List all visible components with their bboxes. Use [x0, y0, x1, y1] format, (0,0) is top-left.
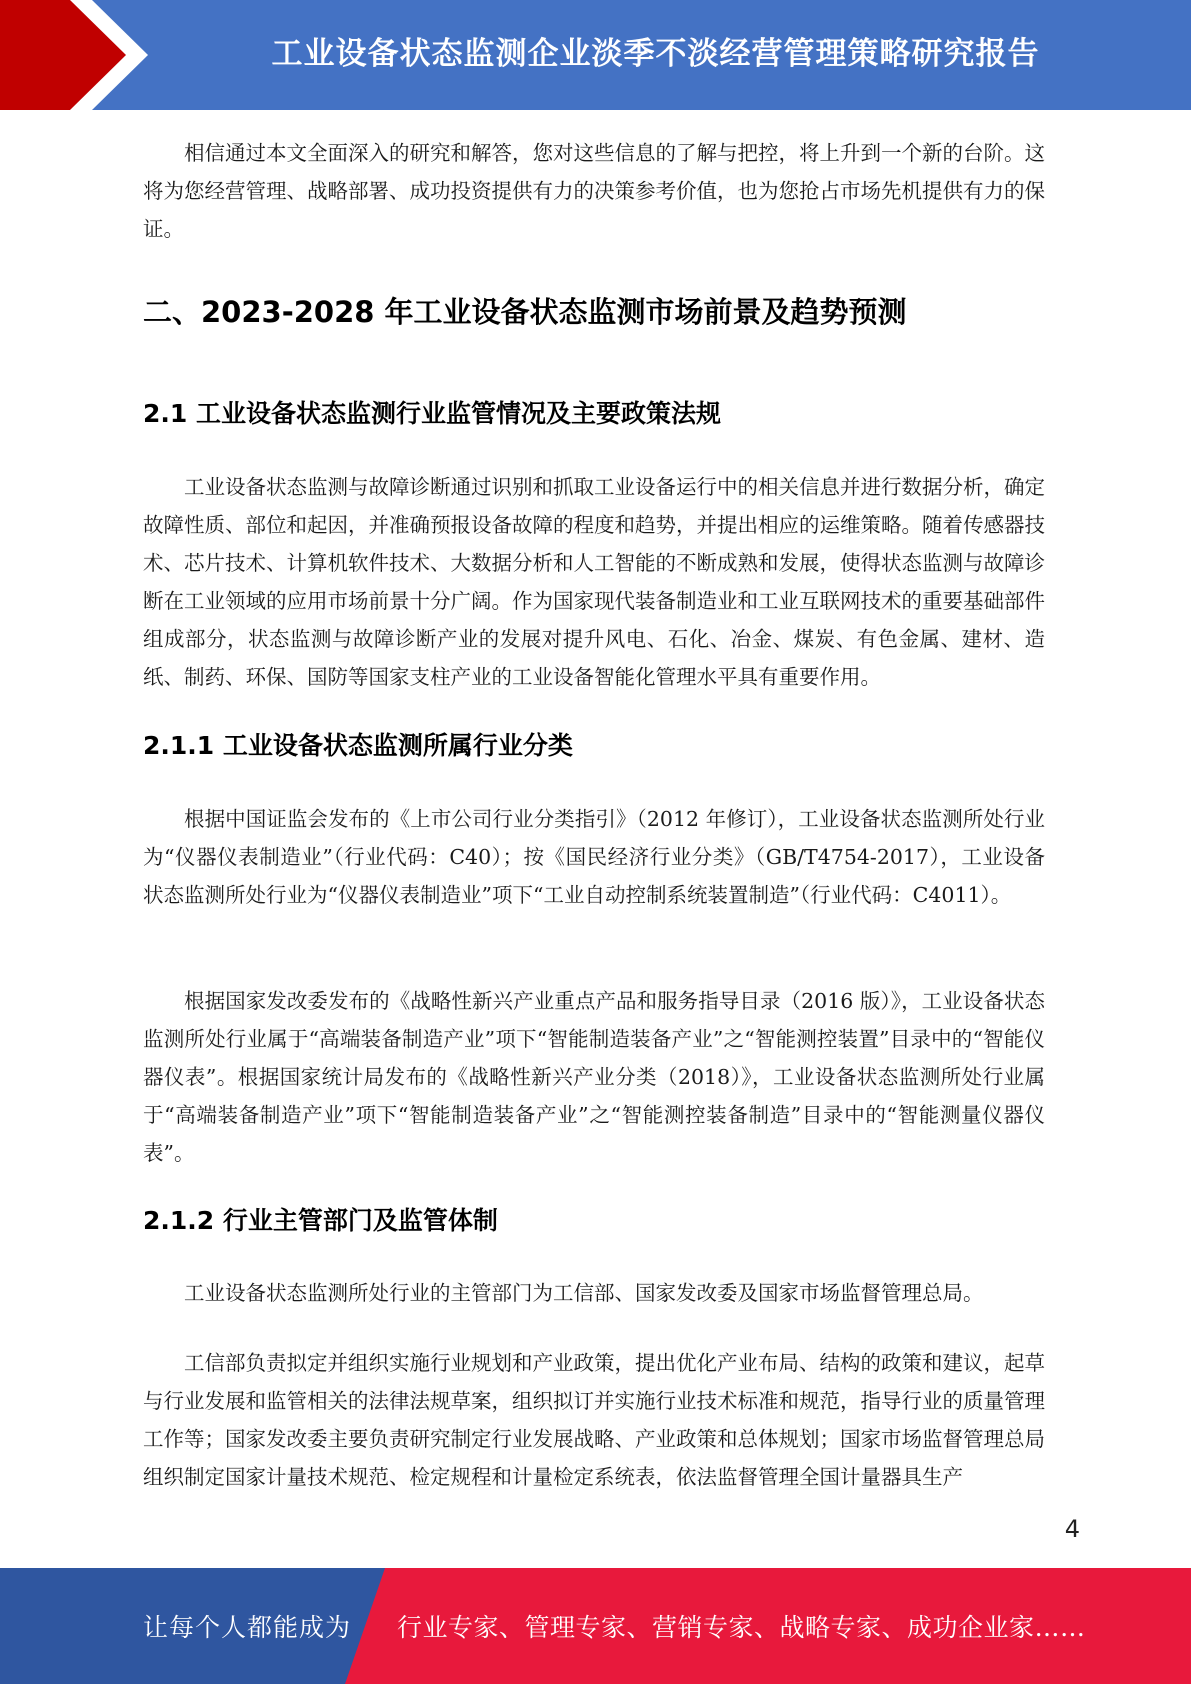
section-2-1-1-heading: 2.1.1 工业设备状态监测所属行业分类	[143, 731, 573, 760]
section-2-1-2-heading: 2.1.2 行业主管部门及监管体制	[143, 1206, 498, 1235]
section-2-1-2-paragraph-2: 工信部负责拟定并组织实施行业规划和产业政策，提出优化产业布局、结构的政策和建议，起草与行业发展和监管相关的法律法规草案，组织拟订并实施行业技术标准和规范，指导行业的质量管理工作等；国家发改委主要负责研究制定行业发展战略、产业政策和总体规划；国家市场监督管理总局组织制定国家计量技术规范、检定规程和计量检定系统表，依法监督管理全国计量器具生产	[143, 1351, 1045, 1489]
section-2-1-1-paragraph-2: 根据国家发改委发布的《战略性新兴产业重点产品和服务指导目录（2016 版）》，工业设备状态监测所处行业属于“高端装备制造产业”项下“智能制造装备产业”之“智能测控装置”目录中的“智能仪器仪表”。根据国家统计局发布的《战略性新兴产业分类（2018）》，工业设备状态监测所处行业属于“高端装备制造产业”项下“智能制造装备产业”之“智能测控装备制造”目录中的“智能测量仪器仪表”。	[143, 989, 1045, 1165]
page-header	[0, 0, 1191, 110]
report-title: 工业设备状态监测企业淡季不淡经营管理策略研究报告	[271, 35, 1040, 72]
section-2-1-paragraph: 工业设备状态监测与故障诊断通过识别和抓取工业设备运行中的相关信息并进行数据分析，确定故障性质、部位和起因，并准确预报设备故障的程度和趋势，并提出相应的运维策略。随着传感器技术、芯片技术、计算机软件技术、大数据分析和人工智能的不断成熟和发展，使得状态监测与故障诊断在工业领域的应用市场前景十分广阔。作为国家现代装备制造业和工业互联网技术的重要基础部件组成部分，状态监测与故障诊断产业的发展对提升风电、石化、冶金、煤炭、有色金属、建材、造纸、制药、环保、国防等国家支柱产业的工业设备智能化管理水平具有重要作用。	[143, 475, 1045, 689]
footer-slogan-right: 行业专家、管理专家、营销专家、战略专家、成功企业家……	[397, 1613, 1086, 1642]
page-number: 4	[1064, 1515, 1080, 1543]
section-2-heading: 二、2023-2028 年工业设备状态监测市场前景及趋势预测	[143, 295, 907, 329]
section-2-1-1-paragraph-1: 根据中国证监会发布的《上市公司行业分类指引》（2012 年修订），工业设备状态监测所处行业为“仪器仪表制造业”（行业代码：C40）；按《国民经济行业分类》（GB/T4754-2017），工业设备状态监测所处行业为“仪器仪表制造业”项下“工业自动控制系统装置制造”（行业代码：C4011）。	[143, 807, 1045, 907]
intro-paragraph: 相信通过本文全面深入的研究和解答，您对这些信息的了解与把控，将上升到一个新的台阶。这将为您经营管理、战略部署、成功投资提供有力的决策参考价值，也为您抢占市场先机提供有力的保证。	[143, 141, 1045, 241]
page-footer	[0, 1568, 1191, 1684]
section-2-1-heading: 2.1 工业设备状态监测行业监管情况及主要政策法规	[143, 399, 721, 428]
section-2-1-2-paragraph-1: 工业设备状态监测所处行业的主管部门为工信部、国家发改委及国家市场监督管理总局。	[184, 1281, 984, 1305]
header-chevron-icon	[0, 0, 160, 110]
footer-slogan-left: 让每个人都能成为	[143, 1613, 352, 1642]
